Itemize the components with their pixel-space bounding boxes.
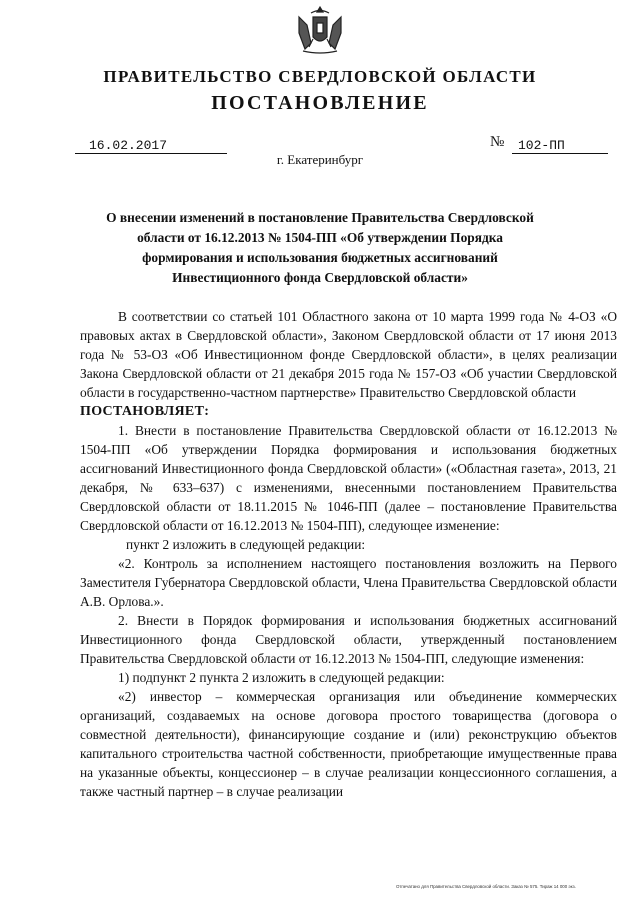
item-2-subitem-1-paragraph: 1) подпункт 2 пункта 2 изложить в следующей редакции: bbox=[118, 670, 445, 685]
print-footer-note: Отпечатано для Правительства Свердловской области. Заказ № 575. Тираж 14 000 экз. bbox=[396, 884, 576, 889]
city-name: г. Екатеринбург bbox=[276, 152, 364, 167]
document-body bbox=[80, 307, 617, 801]
item-1-quote-paragraph: «2. Контроль за исполнением настоящего постановления возложить на Первого Заместителя Губернатора Свердловской области, Члена Правительства Свердловской области А.В. Орлова.». bbox=[80, 556, 617, 609]
item-1-paragraph: 1. Внести в постановление Правительства Свердловской области от 16.12.2013 № 1504-ПП «Об утверждении Порядка формирования и использования бюджетных ассигнований Инвестиционного фонда Свердловской области» («Областная газета», 2013, 21 декабря, № 633–637) с изменениями, внесенными постановлением Правительства Свердловской области от 18.11.2015 № 1046-ПП (далее – постановление Правительства Свердловской области от 16.12.2013 № 1504-ПП), следующее изменение: bbox=[80, 423, 617, 533]
item-2-quote-paragraph: «2) инвестор – коммерческая организация или объединение коммерческих организаций, создаваемых на основе договора простого товарищества (договора о совместной деятельности), финансирующие создание и (или) реконструкцию объектов капитального строительства частной собственности, приобретающие имущественные права на указанные объекты, концессионер – в случае реализации концессионного соглашения, а также частный партнер – в случае реализации bbox=[80, 689, 617, 799]
document-subject-heading: О внесении изменений в постановление Правительства Свердловской области от 16.12.2013 № 1504-ПП «Об утверждении Порядка формирования и использования бюджетных ассигнований Инвестиционного фонда Свердловской области» bbox=[106, 210, 534, 285]
document-date: 16.02.2017 bbox=[89, 138, 168, 153]
resolves-heading: ПОСТАНОВЛЯЕТ: bbox=[80, 404, 210, 419]
government-name: ПРАВИТЕЛЬСТВО СВЕРДЛОВСКОЙ ОБЛАСТИ bbox=[103, 67, 537, 86]
item-2-paragraph: 2. Внести в Порядок формирования и использования бюджетных ассигнований Инвестиционного фонда Свердловской области, утвержденный постановлением Правительства Свердловской области от 16.12.2013 № 1504-ПП, следующие изменения: bbox=[80, 613, 617, 666]
document-number: 102-ПП bbox=[518, 138, 565, 153]
coat-of-arms-emblem bbox=[293, 3, 347, 55]
document-kind-title: ПОСТАНОВЛЕНИЕ bbox=[211, 92, 429, 114]
item-1-sub-paragraph: пункт 2 изложить в следующей редакции: bbox=[126, 537, 366, 552]
preamble-paragraph: В соответствии со статьей 101 Областного закона от 10 марта 1999 года № 4-ОЗ «О правовых актах в Свердловской области», Законом Свердловской области от 17 июня 2013 года № 53-ОЗ «Об Инвестиционном фонде Свердловской области», в целях реализации Закона Свердловской области от 21 декабря 2015 года № 157-ОЗ «Об участии Свердловской области в государственно-частном партнерстве» Правительство Свердловской области bbox=[80, 309, 617, 400]
number-label: № bbox=[490, 134, 505, 150]
